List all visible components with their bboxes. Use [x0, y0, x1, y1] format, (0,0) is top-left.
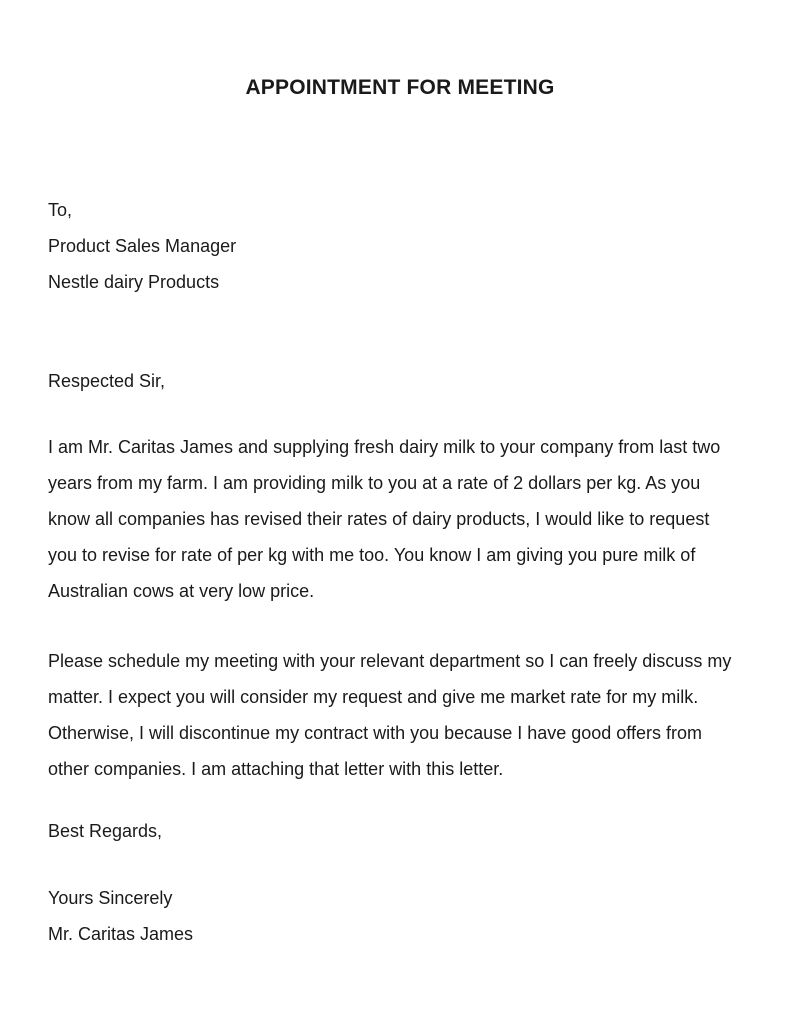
sender-name: Mr. Caritas James — [48, 924, 194, 944]
paragraph-line: Otherwise, I will discontinue my contract with you because I have good offers from — [48, 723, 702, 743]
paragraph-line: matter. I expect you will consider my request and give me market rate for my milk. — [48, 687, 699, 707]
closing: Best Regards, — [48, 821, 163, 841]
paragraph-line: know all companies has revised their rates of dairy products, I would like to request — [48, 509, 710, 529]
salutation: Respected Sir, — [48, 371, 166, 391]
addressee-to: To, — [48, 200, 73, 220]
body-paragraph-1 — [48, 429, 796, 609]
recipient-company: Nestle dairy Products — [48, 272, 220, 292]
paragraph-line: Please schedule my meeting with your relevant department so I can freely discuss my — [48, 651, 732, 671]
recipient-title: Product Sales Manager — [48, 236, 237, 256]
signoff: Yours Sincerely — [48, 888, 173, 908]
letter-title: APPOINTMENT FOR MEETING — [245, 76, 555, 99]
paragraph-line: I am Mr. Caritas James and supplying fresh dairy milk to your company from last two — [48, 437, 721, 457]
addressee-block — [48, 192, 796, 300]
paragraph-line: years from my farm. I am providing milk to you at a rate of 2 dollars per kg. As you — [48, 473, 701, 493]
paragraph-line: Australian cows at very low price. — [48, 581, 315, 601]
body-paragraph-2 — [48, 643, 796, 787]
signature-block — [48, 880, 796, 952]
paragraph-line: other companies. I am attaching that letter with this letter. — [48, 759, 504, 779]
paragraph-line: you to revise for rate of per kg with me too. You know I am giving you pure milk of — [48, 545, 696, 565]
